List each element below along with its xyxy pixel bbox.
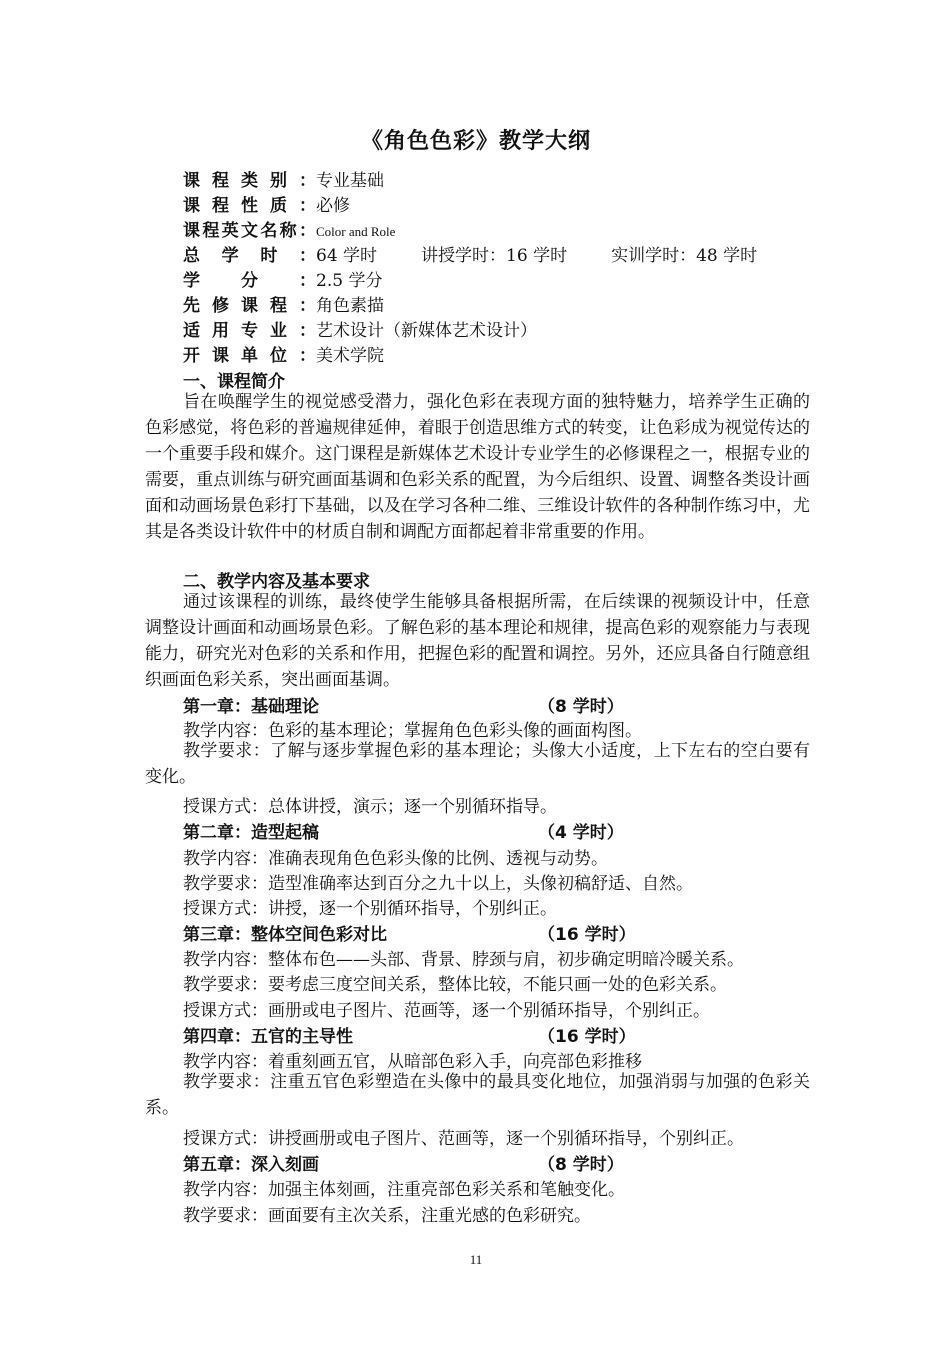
meta-english-name bbox=[183, 216, 823, 241]
meta-prerequisite bbox=[183, 291, 823, 316]
meta-major bbox=[183, 316, 823, 341]
chapter-2-heading bbox=[183, 818, 624, 843]
meta-credits-value: 2.5 学分 bbox=[316, 271, 383, 291]
chapter-1-hours: （8 学时） bbox=[538, 697, 624, 717]
meta-nature-label: 课程性质： bbox=[183, 196, 316, 216]
meta-prerequisite-label: 先修课程： bbox=[183, 296, 316, 316]
meta-department-label: 开课单位： bbox=[183, 346, 316, 366]
meta-practice-hours: 实训学时：48 学时 bbox=[611, 246, 758, 266]
section2-heading: 二、教学内容及基本要求 bbox=[183, 572, 370, 592]
chapter-5-content: 教学内容：加强主体刻画，注重亮部色彩关系和笔触变化。 bbox=[183, 1180, 625, 1200]
meta-credits-label: 学分： bbox=[183, 271, 316, 291]
chapter-4-content: 教学内容：着重刻画五官，从暗部色彩入手，向亮部色彩推移 bbox=[183, 1052, 642, 1072]
document-title: 《角色色彩》教学大纲 bbox=[360, 129, 591, 154]
section2-paragraph: 通过该课程的训练，最终使学生能够具备根据所需，在后续课的视频设计中，任意调整设计画面和动画场景色彩。了解色彩的基本理论和规律，提高色彩的观察能力与表现能力，研究光对色彩的关系和作用，把握色彩的配置和调控。另外，还应具备自行随意组织画面色彩关系，突出画面基调。 bbox=[145, 592, 810, 690]
chapter-1-title: 第一章：基础理论 bbox=[183, 697, 319, 717]
meta-total-hours-value: 64 学时 bbox=[316, 246, 378, 266]
chapter-3-content: 教学内容：整体布色——头部、背景、脖颈与肩，初步确定明暗冷暖关系。 bbox=[183, 950, 744, 970]
meta-lecture-hours: 讲授学时：16 学时 bbox=[421, 246, 568, 266]
meta-english-name-value: Color and Role bbox=[316, 224, 396, 239]
chapter-4-title: 第四章：五官的主导性 bbox=[183, 1027, 353, 1047]
meta-english-name-label: 课程英文名称： bbox=[183, 221, 316, 241]
section1-heading: 一、课程简介 bbox=[183, 372, 285, 392]
meta-total-hours bbox=[183, 241, 823, 266]
chapter-2-title: 第二章：造型起稿 bbox=[183, 823, 319, 843]
chapter-5-hours: （8 学时） bbox=[538, 1155, 624, 1175]
chapter-5-requirement: 教学要求：画面要有主次关系，注重光感的色彩研究。 bbox=[183, 1206, 591, 1226]
chapter-1-content: 教学内容：色彩的基本理论；掌握角色色彩头像的画面构图。 bbox=[183, 721, 642, 741]
chapter-4-hours: （16 学时） bbox=[538, 1027, 636, 1047]
chapter-3-title: 第三章：整体空间色彩对比 bbox=[183, 925, 387, 945]
chapter-3-method: 授课方式：画册或电子图片、范画等，逐一个别循环指导，个别纠正。 bbox=[183, 1001, 710, 1021]
chapter-5-title: 第五章：深入刻画 bbox=[183, 1155, 319, 1175]
meta-prerequisite-value: 角色素描 bbox=[316, 296, 384, 316]
chapter-1-requirement: 教学要求：了解与逐步掌握色彩的基本理论；头像大小适度，上下左右的空白要有变化。 bbox=[145, 741, 810, 787]
chapter-5-heading bbox=[183, 1150, 624, 1175]
meta-major-value: 艺术设计（新媒体艺术设计） bbox=[316, 321, 537, 341]
meta-major-label: 适用专业： bbox=[183, 321, 316, 341]
chapter-2-hours: （4 学时） bbox=[538, 823, 624, 843]
chapter-1-method: 授课方式：总体讲授，演示；逐一个别循环指导。 bbox=[183, 797, 557, 817]
page-number: 11 bbox=[469, 1252, 483, 1267]
chapter-4-heading bbox=[183, 1022, 636, 1047]
chapter-4-requirement: 教学要求：注重五官色彩塑造在头像中的最具变化地位，加强消弱与加强的色彩关系。 bbox=[145, 1072, 810, 1118]
meta-department-value: 美术学院 bbox=[316, 346, 384, 366]
section1-paragraph: 旨在唤醒学生的视觉感受潜力，强化色彩在表现方面的独特魅力，培养学生正确的色彩感觉，将色彩的普遍规律延伸，着眼于创造思维方式的转变，让色彩成为视觉传达的一个重要手段和媒介。这门课程是新媒体艺术设计专业学生的必修课程之一，根据专业的需要，重点训练与研究画面基调和色彩关系的配置，为今后组织、设置、调整各类设计画面和动画场景色彩打下基础，以及在学习各种二维、三维设计软件的各种制作练习中，尤其是各类设计软件中的材质自制和调配方面都起着非常重要的作用。 bbox=[145, 392, 810, 542]
chapter-3-hours: （16 学时） bbox=[538, 925, 636, 945]
chapter-3-heading bbox=[183, 920, 636, 945]
chapter-3-requirement: 教学要求：要考虑三度空间关系，整体比较，不能只画一处的色彩关系。 bbox=[183, 975, 727, 995]
meta-category-label: 课程类别： bbox=[183, 171, 316, 191]
meta-department bbox=[183, 341, 823, 366]
chapter-1-heading bbox=[183, 692, 624, 717]
meta-nature bbox=[183, 191, 823, 216]
chapter-4-method: 授课方式：讲授画册或电子图片、范画等，逐一个别循环指导，个别纠正。 bbox=[183, 1129, 744, 1149]
chapter-2-requirement: 教学要求：造型准确率达到百分之九十以上，头像初稿舒适、自然。 bbox=[183, 874, 693, 894]
meta-credits bbox=[183, 266, 823, 291]
chapter-2-content: 教学内容：准确表现角色色彩头像的比例、透视与动势。 bbox=[183, 849, 608, 869]
meta-category bbox=[183, 166, 823, 191]
meta-nature-value: 必修 bbox=[316, 196, 350, 216]
meta-total-hours-label: 总学时： bbox=[183, 246, 316, 266]
meta-category-value: 专业基础 bbox=[316, 171, 384, 191]
chapter-2-method: 授课方式：讲授，逐一个别循环指导，个别纠正。 bbox=[183, 899, 557, 919]
